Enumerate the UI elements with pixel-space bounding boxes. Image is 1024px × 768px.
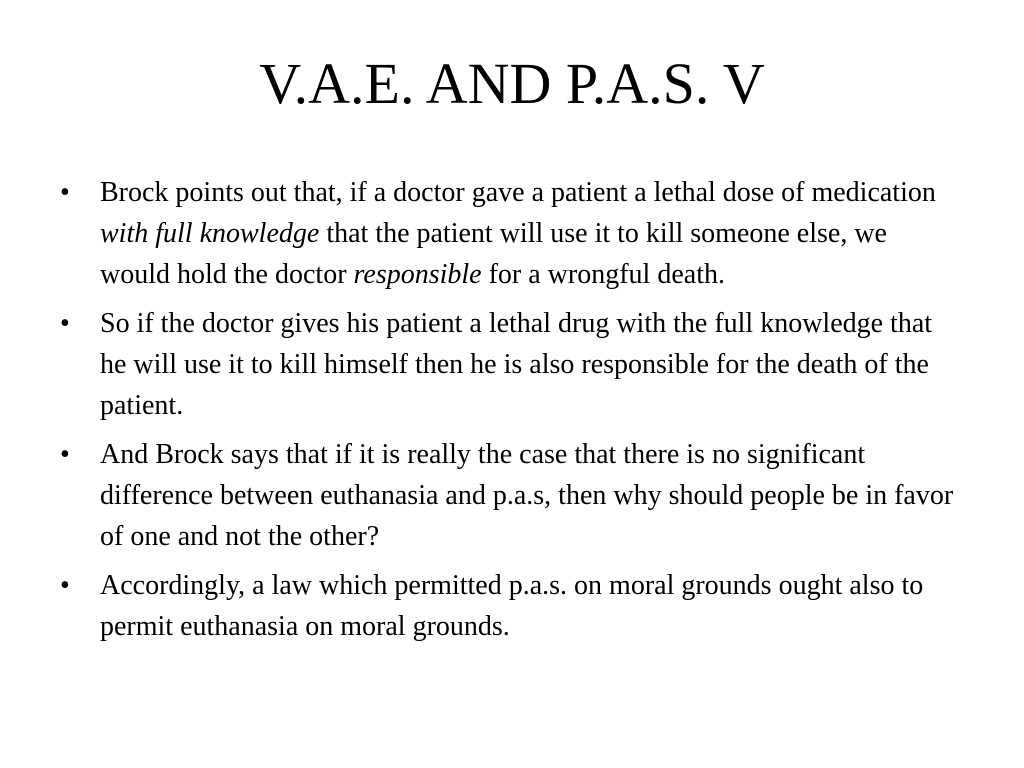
emphasis-text: with full knowledge xyxy=(100,218,320,249)
text-run: Brock points out that, if a doctor gave a patient a lethal dose of medication xyxy=(100,177,936,208)
bullet-list xyxy=(58,172,958,655)
slide-title: V.A.E. AND P.A.S. V xyxy=(259,51,765,116)
bullet-marker: • xyxy=(60,570,70,601)
text-run: Accordingly, a law which permitted p.a.s. on moral grounds ought also to permit euthanasia on moral grounds. xyxy=(100,570,924,642)
text-run: that the patient will use it to kill someone else, we would hold the doctor xyxy=(100,218,887,290)
bullet-marker: • xyxy=(60,308,70,339)
bullet-item xyxy=(58,434,958,557)
emphasis-text: responsible xyxy=(353,259,482,290)
text-run: for a wrongful death. xyxy=(481,259,725,290)
text-run: So if the doctor gives his patient a lethal drug with the full knowledge that he will use it to kill himself then he is also responsible for the death of the patient. xyxy=(100,308,933,421)
bullet-item xyxy=(58,172,958,295)
text-run: And Brock says that if it is really the case that there is no significant difference between euthanasia and p.a.s, then why should people be in favor of one and not the other? xyxy=(100,439,954,552)
bullet-marker: • xyxy=(60,177,70,208)
bullet-item xyxy=(58,303,958,426)
bullet-text xyxy=(100,570,923,642)
bullet-item xyxy=(58,565,958,647)
bullet-text xyxy=(100,439,953,552)
bullet-text xyxy=(100,177,936,290)
bullet-text xyxy=(100,308,932,421)
bullet-marker: • xyxy=(60,439,70,470)
